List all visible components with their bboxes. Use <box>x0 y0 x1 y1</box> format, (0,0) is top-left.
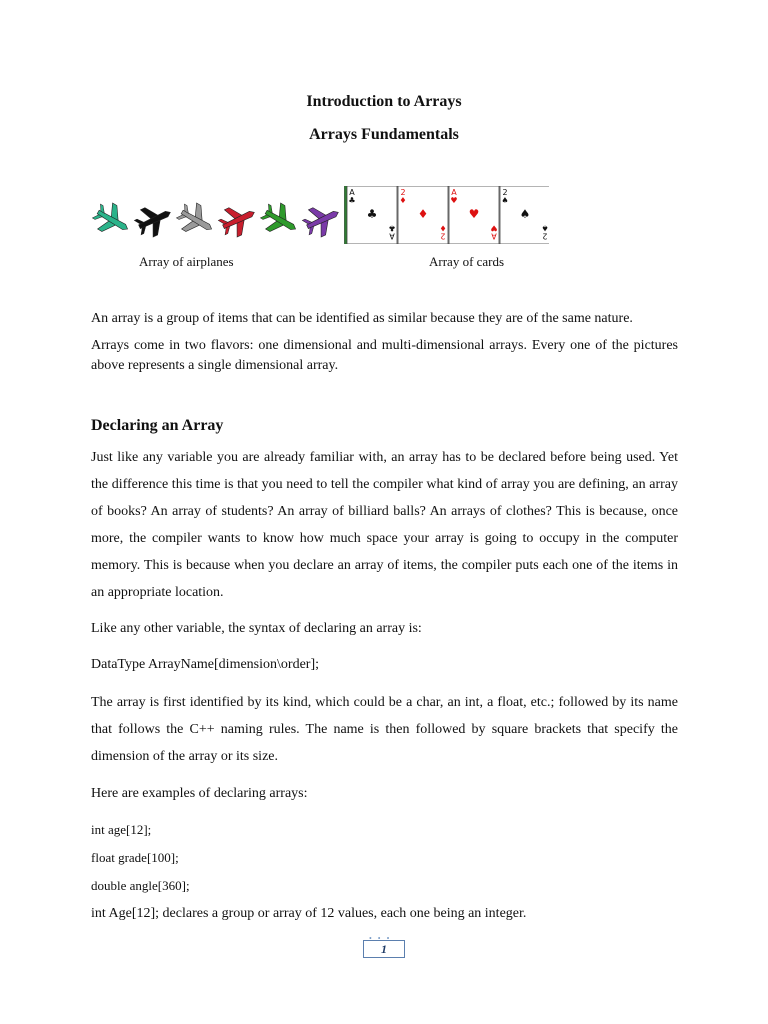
playing-card <box>449 186 499 244</box>
svg-text:2: 2 <box>502 188 508 197</box>
svg-text:♠: ♠ <box>519 207 531 221</box>
airplane-icon <box>215 199 260 241</box>
airplanes-figure <box>92 195 350 245</box>
airplane-icon <box>173 198 219 242</box>
declaring-paragraph-4: Here are examples of declaring arrays: <box>91 786 308 801</box>
page-title: Introduction to Arrays <box>306 93 462 110</box>
svg-text:♠: ♠ <box>501 196 509 205</box>
code-example: float grade[100]; <box>91 850 179 865</box>
svg-text:2: 2 <box>542 231 548 241</box>
svg-text:A: A <box>451 188 457 197</box>
svg-text:♥: ♥ <box>468 207 480 221</box>
page-subtitle: Arrays Fundamentals <box>309 126 459 143</box>
svg-text:♠: ♠ <box>541 223 549 233</box>
declaring-paragraph-5: int Age[12]; declares a group or array of 12 values, each one being an integer. <box>91 906 527 921</box>
svg-text:♦: ♦ <box>417 207 429 221</box>
declaring-paragraph-3: The array is first identified by its kind, which could be a char, an int, a float, etc.; followed by its name that follows the C++ naming rules. The name is then followed by square brackets that specify the dimension of the array or its size. <box>91 695 678 764</box>
airplane-icon <box>92 198 135 242</box>
airplane-icon <box>299 199 344 241</box>
declaring-paragraph-1: Just like any variable you are already familiar with, an array has to be declared before being used. Yet the difference this time is that you need to tell the compiler what kind of array you are defining, an array of books? An array of students? An array of billiard balls? An arrays of clothes? This is because, once more, the compiler wants to know how much space your array is going to occupy in the computer memory. This is because when you declare an array of items, the compiler puts each one of the items in an appropriate location. <box>91 450 678 600</box>
intro-paragraph-2: Arrays come in two flavors: one dimensional and multi-dimensional arrays. Every one of the pictures above represents a single dimensional array. <box>91 338 678 373</box>
page-number-ornament: • • • <box>369 934 392 943</box>
svg-text:♣: ♣ <box>388 223 396 233</box>
intro-paragraph-1: An array is a group of items that can be identified as similar because they are of the same nature. <box>91 311 633 326</box>
svg-text:♥: ♥ <box>490 223 498 233</box>
svg-text:2: 2 <box>440 231 446 241</box>
playing-card <box>398 186 448 244</box>
code-example: double angle[360]; <box>91 878 190 893</box>
cards-caption: Array of cards <box>429 254 505 269</box>
playing-card <box>500 186 549 244</box>
svg-text:A: A <box>491 231 497 241</box>
svg-text:♥: ♥ <box>450 196 458 205</box>
svg-text:♦: ♦ <box>399 196 407 205</box>
cards-figure <box>344 186 549 244</box>
code-example: int age[12]; <box>91 822 152 837</box>
svg-text:A: A <box>349 188 355 197</box>
svg-text:A: A <box>389 231 395 241</box>
airplanes-caption: Array of airplanes <box>139 254 234 269</box>
playing-card <box>347 186 397 244</box>
syntax-line: DataType ArrayName[dimension\order]; <box>91 657 319 672</box>
svg-text:♦: ♦ <box>439 223 447 233</box>
airplane-icon <box>131 199 176 241</box>
svg-text:♣: ♣ <box>348 196 356 205</box>
airplane-icon <box>257 198 303 242</box>
svg-text:2: 2 <box>400 188 406 197</box>
page-number: 1 <box>363 940 405 958</box>
declaring-paragraph-2: Like any other variable, the syntax of declaring an array is: <box>91 621 422 636</box>
section-heading: Declaring an Array <box>91 417 224 434</box>
svg-text:♣: ♣ <box>366 207 378 221</box>
